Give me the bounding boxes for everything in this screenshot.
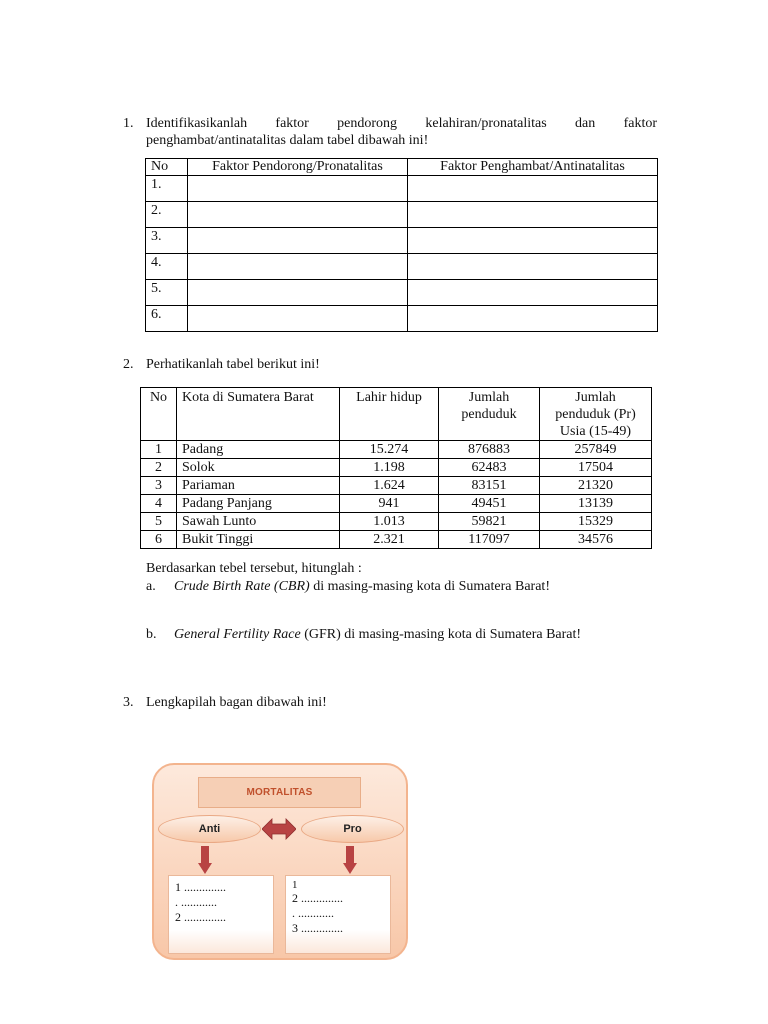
q1-word: dan [575, 116, 596, 131]
q2-a-text [174, 578, 550, 595]
q3-number: 3. [123, 695, 134, 710]
q2-b-text [174, 626, 581, 643]
input-cell[interactable] [188, 254, 408, 280]
cell-no: 2 [141, 459, 177, 477]
q2-b-italic: General Fertility Race [174, 627, 301, 642]
cell-kota: Padang [177, 441, 340, 459]
q3-text: Lengkapilah bagan dibawah ini! [146, 695, 327, 710]
pro-note-line: 2 .............. [292, 891, 343, 905]
table-row [141, 477, 652, 495]
double-arrow-icon [262, 817, 296, 841]
anti-note[interactable] [168, 875, 274, 954]
q1-word: kelahiran/pronatalitas [425, 116, 547, 131]
pro-note-line: 3 .............. [292, 921, 343, 935]
header-jumlah [439, 388, 540, 441]
header-pr-line3: Usia (15-49) [559, 424, 632, 439]
table-row [146, 176, 658, 202]
input-cell[interactable] [408, 254, 658, 280]
q2-number: 2. [123, 357, 134, 372]
cell-jumlah: 49451 [439, 495, 540, 513]
pro-label: Pro [343, 823, 362, 835]
pro-note[interactable] [285, 875, 391, 954]
table-row [141, 441, 652, 459]
header-lahir: Lahir hidup [340, 388, 439, 441]
down-arrow-icon [198, 846, 212, 874]
cell-kota: Bukit Tinggi [177, 531, 340, 549]
table-row [146, 202, 658, 228]
anti-note-line: 1 .............. [175, 880, 226, 894]
input-cell[interactable] [408, 306, 658, 332]
cell-jumlah: 83151 [439, 477, 540, 495]
cell-kota: Pariaman [177, 477, 340, 495]
input-cell[interactable] [188, 202, 408, 228]
cell-jumlah: 59821 [439, 513, 540, 531]
row-number: 1. [146, 176, 188, 202]
q2-a-italic: Crude Birth Rate (CBR) [174, 579, 310, 594]
pro-ellipse [301, 815, 404, 843]
input-cell[interactable] [408, 280, 658, 306]
cell-pr: 34576 [540, 531, 652, 549]
cell-pr: 15329 [540, 513, 652, 531]
table-row [146, 228, 658, 254]
cell-jumlah: 62483 [439, 459, 540, 477]
cell-no: 1 [141, 441, 177, 459]
cell-no: 3 [141, 477, 177, 495]
cell-pr: 21320 [540, 477, 652, 495]
header-pr-line1: Jumlah [575, 390, 616, 405]
q2-intro: Perhatikanlah tabel berikut ini! [146, 357, 320, 372]
table-row [146, 280, 658, 306]
header-kota: Kota di Sumatera Barat [177, 388, 340, 441]
header-pronatalitas: Faktor Pendorong/Pronatalitas [188, 159, 408, 176]
cell-kota: Padang Panjang [177, 495, 340, 513]
population-table [140, 387, 652, 549]
cell-kota: Sawah Lunto [177, 513, 340, 531]
down-arrow-icon [343, 846, 357, 874]
table-row [141, 459, 652, 477]
q1-line2: penghambat/antinatalitas dalam tabel dibawah ini! [146, 133, 429, 148]
table-row [141, 495, 652, 513]
header-pr [540, 388, 652, 441]
factor-table [145, 158, 658, 332]
q1-line1 [146, 115, 657, 132]
q2-a-rest: di masing-masing kota di Sumatera Barat! [309, 579, 550, 594]
cell-pr: 17504 [540, 459, 652, 477]
table-row [141, 531, 652, 549]
pro-note-line: . ............ [292, 906, 334, 920]
header-antinatalitas: Faktor Penghambat/Antinatalitas [408, 159, 658, 176]
q1-word: faktor [623, 116, 657, 131]
header-no: No [146, 159, 188, 176]
q2-after: Berdasarkan tebel tersebut, hitunglah : [146, 561, 362, 576]
q1-word: Identifikasikanlah [146, 116, 248, 131]
row-number: 4. [146, 254, 188, 280]
cell-lahir: 1.013 [340, 513, 439, 531]
input-cell[interactable] [188, 280, 408, 306]
table-header-row [146, 159, 658, 176]
row-number: 6. [146, 306, 188, 332]
q1-word: pendorong [337, 116, 398, 131]
input-cell[interactable] [188, 228, 408, 254]
cell-pr: 13139 [540, 495, 652, 513]
q1-number: 1. [123, 116, 134, 131]
row-number: 2. [146, 202, 188, 228]
pro-note-line: 1 [292, 879, 298, 891]
q2-a-label: a. [146, 579, 156, 594]
cell-lahir: 1.198 [340, 459, 439, 477]
row-number: 5. [146, 280, 188, 306]
q1-word: faktor [275, 116, 309, 131]
table-row [141, 513, 652, 531]
diagram-title: MORTALITAS [198, 777, 361, 808]
input-cell[interactable] [188, 176, 408, 202]
cell-lahir: 941 [340, 495, 439, 513]
anti-label: Anti [198, 823, 221, 835]
cell-jumlah: 117097 [439, 531, 540, 549]
header-pr-line2: penduduk (Pr) [555, 407, 636, 422]
q2-b-label: b. [146, 627, 157, 642]
input-cell[interactable] [188, 306, 408, 332]
table-header-row [141, 388, 652, 441]
input-cell[interactable] [408, 176, 658, 202]
anti-note-line: 2 .............. [175, 910, 226, 924]
cell-lahir: 15.274 [340, 441, 439, 459]
cell-pr: 257849 [540, 441, 652, 459]
cell-lahir: 1.624 [340, 477, 439, 495]
header-jumlah-line1: Jumlah [468, 390, 510, 405]
header-jumlah-line2: penduduk [461, 407, 517, 422]
table-row [146, 254, 658, 280]
input-cell[interactable] [408, 228, 658, 254]
cell-kota: Solok [177, 459, 340, 477]
cell-jumlah: 876883 [439, 441, 540, 459]
table-row [146, 306, 658, 332]
anti-ellipse [158, 815, 261, 843]
cell-no: 4 [141, 495, 177, 513]
anti-note-line: . ............ [175, 895, 217, 909]
q2-b-rest: (GFR) di masing-masing kota di Sumatera Barat! [300, 627, 582, 642]
header-no: No [141, 388, 177, 441]
input-cell[interactable] [408, 202, 658, 228]
cell-no: 6 [141, 531, 177, 549]
row-number: 3. [146, 228, 188, 254]
cell-no: 5 [141, 513, 177, 531]
cell-lahir: 2.321 [340, 531, 439, 549]
